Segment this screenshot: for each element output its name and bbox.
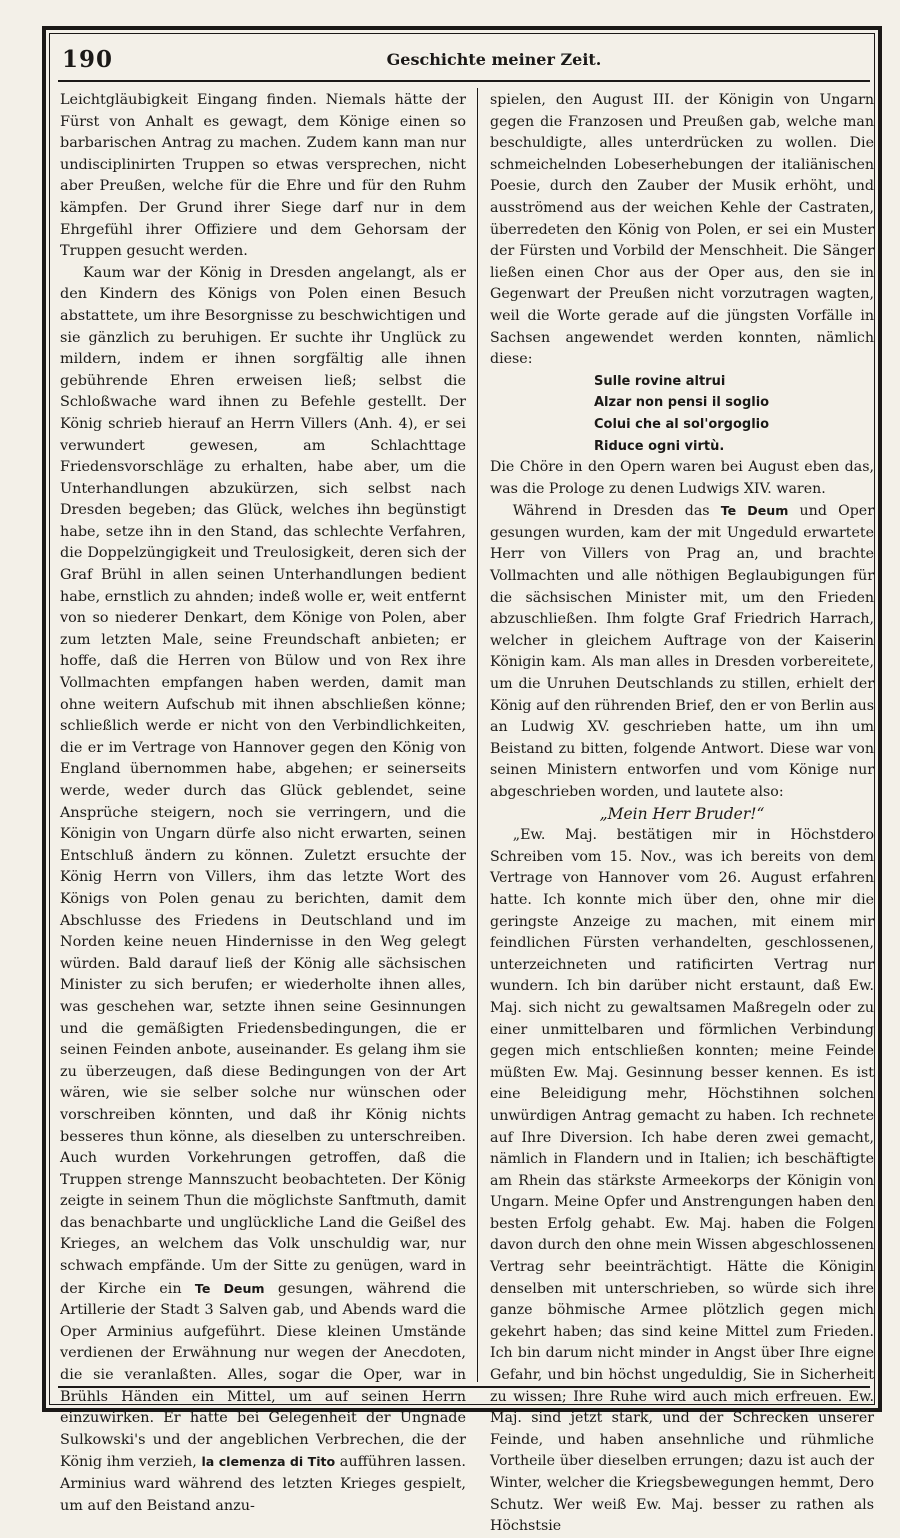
te-deum-text: Te Deum: [194, 1280, 265, 1296]
verse-line: Sulle rovine altrui: [594, 373, 726, 389]
page-header: [58, 44, 870, 78]
text-run: Während in Dresden das: [512, 503, 710, 520]
te-deum-text: Te Deum: [720, 503, 789, 519]
right-column: [490, 90, 874, 1535]
letter-salutation: „Mein Herr Bruder!“: [599, 804, 765, 823]
text-run: und Oper gesungen wurden, kam der mit Ungeduld erwartete Herr von Villers von Prag an, und brachte Vollmachten und alle nöthigen Beglaubigungen für die sächsischen Minister mit, um den Frieden abzuschließen. Ihm folgte Graf Friedrich Harrach, welcher in gleichem Auftrage von der Kaiserin Königin kam. Als man alles in Dresden vorbereitete, um die Unruhen Deutschlands zu stillen, erhielt der König auf den rührenden Brief, den er von Berlin aus an Ludwig XV. geschrieben hatte, um ihn um Beistand zu bitten, folgende Antwort. Diese war von seinen Ministern entworfen und vom Könige nur abgeschrieben worden, und lautete also:: [490, 503, 874, 800]
paragraph: [60, 263, 466, 1517]
paragraph: Die Chöre in den Opern waren bei August eben das, was die Prologe zu denen Ludwigs XIV. waren.: [490, 459, 874, 497]
paragraph: [490, 500, 874, 803]
paragraph: spielen, den August III. der Königin von Ungarn gegen die Franzosen und Preußen gab, welche man beschuldigte, alles unterdrücken zu wollen. Die schmeichelnden Lobeserhebungen der italiänischen Poesie, durch den Zauber der Musik erhöht, und ausströmend aus der weichen Kehle der Castraten, überredeten den König von Polen, er sei ein Muster der Fürsten und Vorbild der Menschheit. Die Sänger ließen einen Chor aus der Oper aus, den sie in Gegenwart der Preußen nicht vorzutragen wagten, weil die Worte gerade auf die jüngsten Vorfälle in Sachsen angewendet werden konnten, nämlich diese:: [490, 92, 874, 368]
left-column: [60, 90, 466, 1514]
paragraph: Leichtgläubigkeit Eingang finden. Niemals hätte der Fürst von Anhalt es gewagt, dem Könige einen so barbarischen Antrag zu machen. Zudem kann man nur undisciplinirten Truppen so etwas versprechen, nicht aber Preußen, welche für die Ehre und für den Ruhm kämpfen. Der Grund ihrer Siege darf nur in dem Ehrgefühl ihrer Offiziere und dem Gehorsam der Truppen gesucht werden.: [60, 92, 466, 260]
bottom-rule: [58, 1386, 870, 1388]
verse-line: Colui che al sol'orgoglio: [594, 416, 770, 432]
text-run: gesungen, während die Artillerie der Stadt 3 Salven gab, und Abends ward die Oper Arminius aufgeführt. Diese kleinen Umstände verdienen der Erwähnung nur wegen der Anecdoten, die sie veranlaßten. Alles, sogar die Oper, war in Brühls Händen ein Mittel, um auf seinen Herrn einzuwirken. Er hatte bei Gelegenheit der Ungnade Sulkowski's und der angeblichen Verbrechen, die der König ihm verzieh,: [60, 1280, 466, 1471]
header-rule: [58, 80, 870, 82]
page-number: 190: [62, 46, 114, 73]
column-divider: [477, 88, 478, 1382]
text-run: Kaum war der König in Dresden angelangt, als er den Kindern des Königs von Polen einen Besuch abstattete, um ihre Besorgnisse zu beschwichtigen und sie gänzlich zu beruhigen. Er suchte ihr Unglück zu mildern, indem er ihnen sorgfältig alle ihnen gebührende Ehren erweisen ließ; selbst die Schloßwache ward ihnen zu Befehle gestellt. Der König schrieb hierauf an Herrn Villers (Anh. 4), er sei verwundert gewesen, am Schlachttage Friedensvorschläge zu erhalten, habe aber, um die Unterhandlungen abzukürzen, sich selbst nach Dresden begeben; das Glück, welches ihn begünstigt habe, setze ihn in den Stand, das schlechte Verfahren, die Doppelzüngigkeit und Treulosigkeit, deren sich der Graf Brühl in allen seinen Unterhandlungen bedient habe, ernstlich zu ahnden; indeß wolle er, weit entfernt von so niederer Denkart, dem Könige von Polen, aber zum letzten Male, seine Freundschaft anbieten; er hoffe, daß die Herren von Bülow und von Rex ihre Vollmachten empfangen haben werden, damit man ohne weitern Aufschub mit ihnen abschließen könne; schließlich werde er nicht von den Verbindlichkeiten, die er im Vertrage von Hannover gegen den König von England übernommen habe, abgehen; er seinerseits werde, weder durch das Glück geblendet, seine Ansprüche steigern, noch sie verringern, und die Königin von Ungarn dürfe also nicht erwarten, seinen Entschluß ändern zu können. Zuletzt ersuchte der König Herrn von Villers, ihm das letzte Wort des Königs von Polen genau zu berichten, damit dem Abschlusse des Friedens in Deutschland und im Norden keine neuen Hindernisse in den Weg gelegt würden. Bald darauf ließ der König alle sächsischen Minister zu sich berufen; er wiederholte ihnen alles, was geschehen war, setzte ihnen seine Gesinnungen und die gemäßigten Friedensbedingungen, die er seinen Feinden anbote, auseinander. Es gelang ihm sie zu überzeugen, daß diese Bedingungen von der Art wären, wie sie selber solche nur wünschen oder vorschreiben könnten, und daß ihr König nichts besseres thun könne, als dieselben zu unterschreiben. Auch wurden Vorkehrungen getroffen, daß die Truppen strenge Mannszucht beobachteten. Der König zeigte in seinem Thun die möglichste Sanftmuth, damit das benachbarte und unglückliche Land die Geißel des Krieges, an welchem das Volk unschuldig war, nur schwach empfände. Um der Sitte zu genügen, ward in der Kirche ein: [60, 264, 466, 1297]
verse-block: [594, 371, 874, 457]
clemenza-text: la clemenza di Tito: [201, 1454, 336, 1470]
text-run: aufführen lassen. Arminius ward während des letzten Krieges gespielt, um auf den Beistand anzu-: [60, 1454, 466, 1514]
running-title: Geschichte meiner Zeit.: [386, 50, 602, 69]
letter-body: „Ew. Maj. bestätigen mir in Höchstdero Schreiben vom 15. Nov., was ich bereits von dem Vertrage von Hannover vom 26. August erfahren hatte. Ich konnte mich über den, ohne mir die geringste Anzeige zu machen, mit einem mir feindlichen Fürsten verhandelten, geschlossenen, unterzeichneten und ratificirten Vertrag nur wundern. Ich bin darüber nicht erstaunt, daß Ew. Maj. sich nicht zu gewaltsamen Maßregeln oder zu einer unmittelbaren und förmlichen Verbindung gegen mich entschließen konnten; meine Feinde müßten Ew. Maj. Gesinnung besser kennen. Es ist eine Beleidigung mehr, Höchstihnen solchen unwürdigen Antrag gemacht zu haben. Ich rechnete auf Ihre Diversion. Ich habe deren zwei gemacht, nämlich in Flandern und in Italien; ich beschäftigte am Rhein das stärkste Armeekorps der Königin von Ungarn. Meine Opfer und Anstrengungen haben den besten Erfolg gehabt. Ew. Maj. haben die Folgen davon durch den ohne mein Wissen abgeschlossenen Vertrag sehr beeinträchtigt. Hätte die Königin denselben mit unterschrieben, so würde sich ihre ganze böhmische Armee plötzlich gegen mich gekehrt haben; das sind keine Mittel zum Frieden. Ich bin darum nicht minder in Angst über Ihre eigne Gefahr, und bin höchst ungeduldig, Sie in Sicherheit zu wissen; Ihre Ruhe wird auch mich erfreuen. Ew. Maj. sind jetzt stark, und der Schrecken unserer Feinde, und haben ansehnliche und rühmliche Vortheile über dieselben errungen; dazu ist auch der Winter, welcher die Kriegsbewegungen hemmt, Dero Schutz. Wer weiß Ew. Maj. besser zu rathen als Höchstsie: [490, 827, 874, 1535]
verse-line: Alzar non pensi il soglio: [594, 395, 770, 411]
verse-line: Riduce ogni virtù.: [594, 438, 725, 454]
